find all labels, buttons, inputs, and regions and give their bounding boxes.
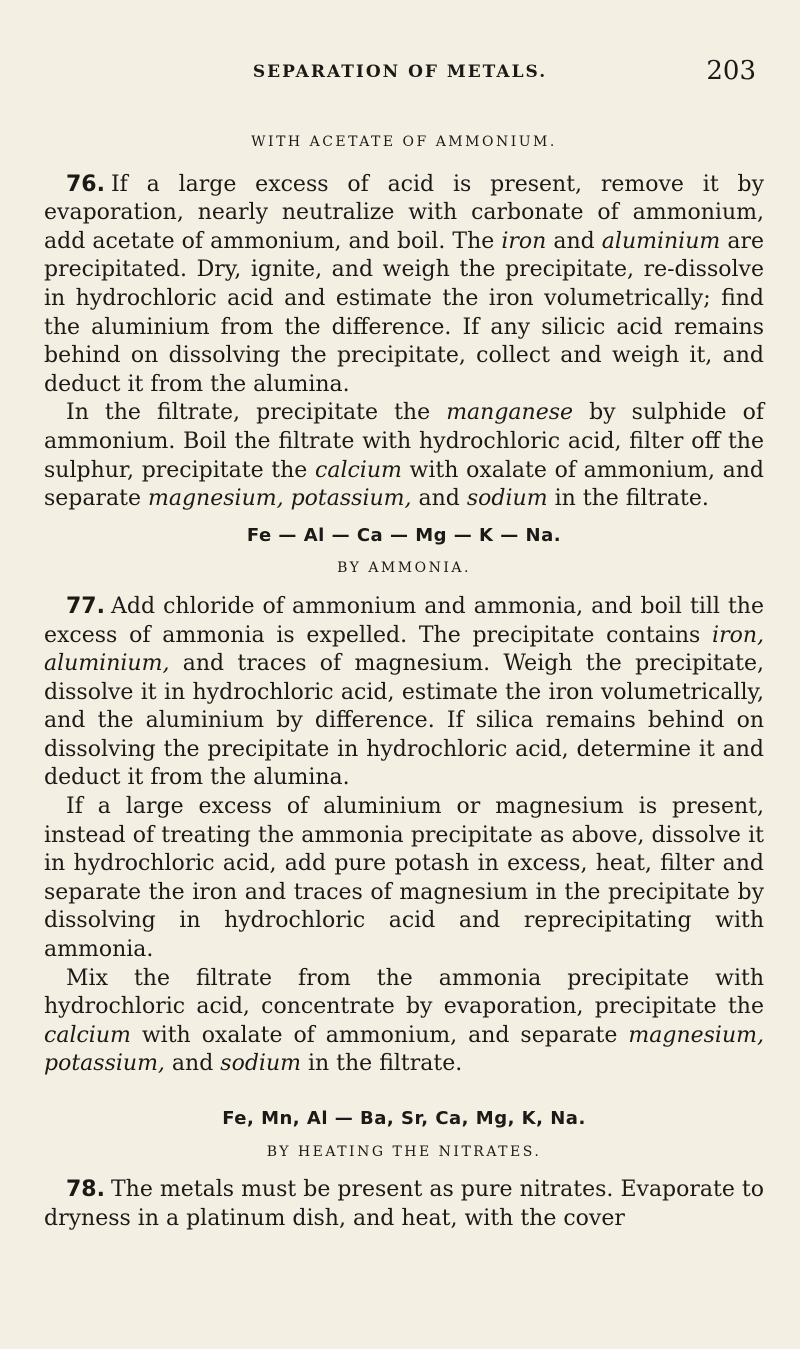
- paragraph-number: 76.: [66, 171, 105, 197]
- paragraph-77: 77. Add chloride of ammonium and ammonia, and boil till the excess of ammonia is expelled. The precipitate contains iron, aluminium, and traces of magnesium. Weigh the precipitate, dissolve it in hydrochloric acid, estimate the iron volumetrically, and the aluminium by difference. If silica remains behind on dissolving the precipitate in hydrochloric acid, determine it and deduct it from the alumina.: [44, 593, 764, 791]
- running-head: [0, 56, 800, 90]
- section-heading: BY HEATING THE NITRATES.: [266, 1143, 542, 1160]
- metal-formula: Fe, Mn, Al — Ba, Sr, Ca, Mg, K, Na.: [222, 1108, 586, 1129]
- paragraph: In the filtrate, precipitate the manganese by sulphide of ammonium. Boil the filtrate with hydrochloric acid, filter off the sulphur, precipitate the calcium with oxalate of ammonium, and separate magnesium, potassium, and sodium in the filtrate.: [44, 400, 765, 512]
- paragraph-76: 76. If a large excess of acid is present, remove it by evaporation, nearly neutralize with carbonate of ammonium, add acetate of ammonium, and boil. The iron and aluminium are precipitated. Dry, ignite, and weigh the precipitate, re-dissolve in hydrochloric acid and estimate the iron volumetrically; find the aluminium from the difference. If any silicic acid remains behind on dissolving the precipitate, collect and weigh it, and deduct it from the alumina.: [44, 171, 764, 397]
- section-heading: BY AMMONIA.: [337, 560, 471, 577]
- paragraph-number: 77.: [66, 593, 105, 619]
- paragraph: If a large excess of aluminium or magnesium is present, instead of treating the ammonia precipitate as above, dissolve it in hydrochloric acid, add pure potash in excess, heat, filter and separate the iron and traces of magnesium in the precipitate by dissolving in hydrochloric acid and reprecipitating with ammonia.: [44, 794, 764, 963]
- body-text: [44, 128, 764, 1233]
- paragraph: Mix the filtrate from the ammonia precipitate with hydrochloric acid, concentrate by evaporation, precipitate the calcium with oxalate of ammonium, and separate magnesium, potassium, and sodium in the filtrate.: [44, 965, 764, 1077]
- paragraph-number: 78.: [66, 1177, 105, 1203]
- running-title: SEPARATION OF METALS.: [252, 62, 548, 82]
- paragraph-78: 78. The metals must be present as pure nitrates. Evaporate to dryness in a platinum dish, and heat, with the cover: [44, 1177, 764, 1231]
- page-number: 203: [706, 56, 756, 86]
- section-heading: WITH ACETATE OF AMMONIUM.: [251, 134, 557, 150]
- metal-formula: Fe — Al — Ca — Mg — K — Na.: [246, 524, 562, 546]
